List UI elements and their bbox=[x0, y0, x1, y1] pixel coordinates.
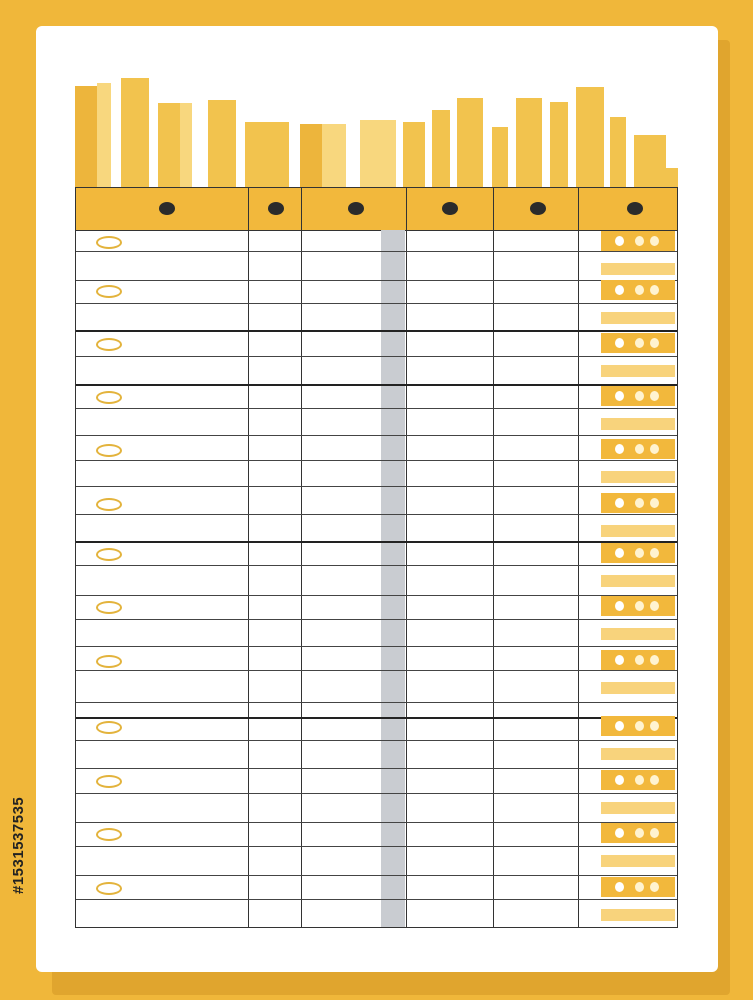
tag-dot-icon bbox=[650, 444, 659, 454]
row-divider bbox=[76, 846, 677, 847]
row-divider bbox=[76, 702, 677, 703]
tag-icon bbox=[601, 823, 675, 843]
tag-dot-icon bbox=[650, 655, 659, 665]
row-divider bbox=[76, 646, 677, 647]
tag-dot-icon bbox=[650, 498, 659, 508]
row-divider bbox=[76, 717, 677, 719]
tag-icon bbox=[601, 386, 675, 406]
tag-dot-icon bbox=[635, 775, 644, 785]
ring-icon bbox=[96, 338, 122, 351]
row-divider bbox=[76, 251, 677, 252]
tag-icon bbox=[601, 333, 675, 353]
row-highlight-strip bbox=[601, 365, 675, 377]
skyline-bar bbox=[634, 135, 666, 190]
tag-dot-icon bbox=[650, 236, 659, 246]
tag-dot-icon bbox=[635, 882, 644, 892]
row-divider bbox=[76, 670, 677, 671]
skyline-bar bbox=[610, 117, 626, 190]
skyline-bar bbox=[97, 83, 111, 190]
ring-icon bbox=[96, 655, 122, 668]
skyline-bar bbox=[208, 100, 236, 190]
ring-icon bbox=[96, 882, 122, 895]
tag-dot-icon bbox=[635, 285, 644, 295]
row-divider bbox=[76, 356, 677, 357]
ring-icon bbox=[96, 391, 122, 404]
row-divider bbox=[76, 280, 677, 281]
tag-dot-icon bbox=[650, 391, 659, 401]
tag-dot-icon bbox=[635, 548, 644, 558]
row-divider bbox=[76, 899, 677, 900]
row-divider bbox=[76, 460, 677, 461]
tag-dot-icon bbox=[650, 285, 659, 295]
row-divider bbox=[76, 303, 677, 304]
row-divider bbox=[76, 514, 677, 515]
ring-icon bbox=[96, 444, 122, 457]
skyline-bar bbox=[492, 127, 508, 190]
ring-icon bbox=[96, 548, 122, 561]
tag-icon bbox=[601, 770, 675, 790]
row-highlight-strip bbox=[601, 909, 675, 921]
tag-dot-icon bbox=[615, 236, 624, 246]
ring-icon bbox=[96, 775, 122, 788]
tag-dot-icon bbox=[635, 721, 644, 731]
tag-icon bbox=[601, 439, 675, 459]
tag-dot-icon bbox=[650, 882, 659, 892]
row-divider bbox=[76, 793, 677, 794]
ring-icon bbox=[96, 721, 122, 734]
skyline-bar bbox=[121, 78, 149, 190]
tag-icon bbox=[601, 650, 675, 670]
ring-icon bbox=[96, 601, 122, 614]
tag-dot-icon bbox=[650, 338, 659, 348]
dot-icon bbox=[627, 202, 643, 215]
tag-dot-icon bbox=[615, 882, 624, 892]
tag-dot-icon bbox=[635, 391, 644, 401]
table-header bbox=[76, 188, 677, 231]
row-highlight-strip bbox=[601, 748, 675, 760]
stock-id-label: #1531537535 bbox=[10, 796, 27, 894]
row-divider bbox=[76, 435, 677, 436]
dot-icon bbox=[530, 202, 546, 215]
tag-dot-icon bbox=[615, 391, 624, 401]
row-highlight-strip bbox=[601, 575, 675, 587]
skyline-bar bbox=[550, 102, 568, 190]
skyline-bar bbox=[403, 122, 425, 190]
tag-dot-icon bbox=[615, 828, 624, 838]
row-highlight-strip bbox=[601, 802, 675, 814]
tag-dot-icon bbox=[635, 444, 644, 454]
tag-dot-icon bbox=[615, 338, 624, 348]
dot-icon bbox=[442, 202, 458, 215]
column-divider bbox=[578, 188, 579, 927]
bar-skyline-decoration bbox=[0, 0, 753, 190]
column-divider bbox=[493, 188, 494, 927]
tag-dot-icon bbox=[635, 601, 644, 611]
tag-dot-icon bbox=[635, 338, 644, 348]
tag-dot-icon bbox=[650, 775, 659, 785]
row-highlight-strip bbox=[601, 312, 675, 324]
row-highlight-strip bbox=[601, 628, 675, 640]
tag-dot-icon bbox=[615, 548, 624, 558]
tag-dot-icon bbox=[615, 721, 624, 731]
tag-icon bbox=[601, 280, 675, 300]
tag-dot-icon bbox=[635, 655, 644, 665]
row-highlight-strip bbox=[601, 682, 675, 694]
row-divider bbox=[76, 541, 677, 543]
tag-icon bbox=[601, 877, 675, 897]
ring-icon bbox=[96, 285, 122, 298]
column-divider bbox=[301, 188, 302, 927]
skyline-bar bbox=[180, 103, 192, 190]
tag-dot-icon bbox=[635, 828, 644, 838]
row-highlight-strip bbox=[601, 263, 675, 275]
tag-icon bbox=[601, 543, 675, 563]
dot-icon bbox=[268, 202, 284, 215]
tag-dot-icon bbox=[650, 828, 659, 838]
tag-dot-icon bbox=[615, 655, 624, 665]
tag-icon bbox=[601, 231, 675, 251]
row-divider bbox=[76, 595, 677, 596]
dot-icon bbox=[348, 202, 364, 215]
tag-dot-icon bbox=[650, 548, 659, 558]
ring-icon bbox=[96, 236, 122, 249]
skyline-bar bbox=[245, 122, 289, 190]
tag-dot-icon bbox=[635, 236, 644, 246]
tag-icon bbox=[601, 716, 675, 736]
tag-icon bbox=[601, 493, 675, 513]
row-highlight-strip bbox=[601, 525, 675, 537]
blank-table bbox=[75, 187, 678, 928]
skyline-bar bbox=[516, 98, 542, 190]
row-divider bbox=[76, 740, 677, 741]
tag-dot-icon bbox=[615, 498, 624, 508]
row-divider bbox=[76, 619, 677, 620]
tag-dot-icon bbox=[615, 601, 624, 611]
row-highlight-strip bbox=[601, 471, 675, 483]
tag-dot-icon bbox=[650, 601, 659, 611]
skyline-bar bbox=[576, 87, 604, 190]
row-highlight-strip bbox=[601, 855, 675, 867]
column-divider bbox=[406, 188, 407, 927]
tag-icon bbox=[601, 596, 675, 616]
skyline-bar bbox=[360, 120, 396, 190]
tag-dot-icon bbox=[615, 775, 624, 785]
tag-dot-icon bbox=[615, 444, 624, 454]
tag-dot-icon bbox=[650, 721, 659, 731]
skyline-bar bbox=[457, 98, 483, 190]
row-divider bbox=[76, 822, 677, 823]
row-divider bbox=[76, 330, 677, 332]
skyline-bar bbox=[432, 110, 450, 190]
tag-dot-icon bbox=[615, 285, 624, 295]
row-divider bbox=[76, 768, 677, 769]
dot-icon bbox=[159, 202, 175, 215]
row-divider bbox=[76, 486, 677, 487]
row-divider bbox=[76, 875, 677, 876]
tag-dot-icon bbox=[635, 498, 644, 508]
row-divider bbox=[76, 384, 677, 386]
ring-icon bbox=[96, 828, 122, 841]
row-highlight-strip bbox=[601, 418, 675, 430]
ring-icon bbox=[96, 498, 122, 511]
column-divider bbox=[248, 188, 249, 927]
skyline-bar bbox=[322, 124, 346, 190]
row-divider bbox=[76, 408, 677, 409]
row-divider bbox=[76, 565, 677, 566]
